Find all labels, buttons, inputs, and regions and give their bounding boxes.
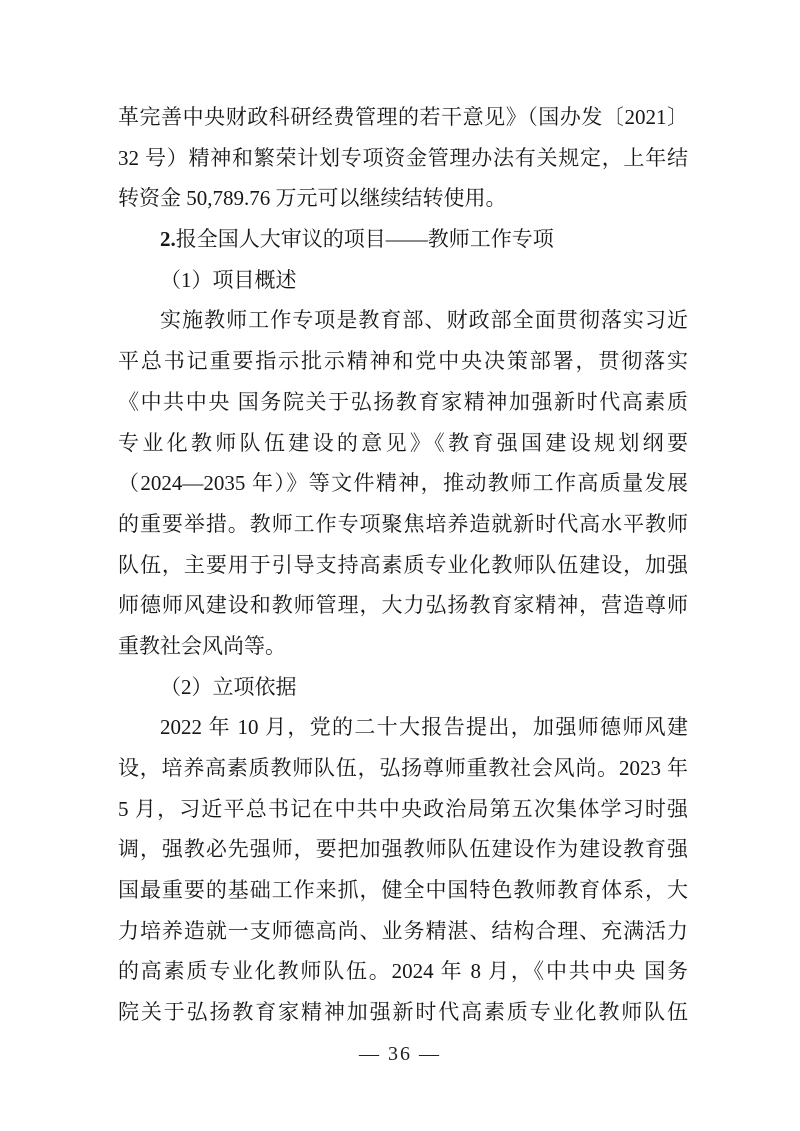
section-number: 2. bbox=[160, 227, 176, 252]
text-line: 队伍，主要用于引导支持高素质专业化教师队伍建设，加强 bbox=[118, 552, 688, 577]
text-line: （2024—2035 年）》等文件精神，推动教师工作高质量发展 bbox=[118, 471, 688, 496]
text-line: 实施教师工作专项是教育部、财政部全面贯彻落实习近 bbox=[160, 308, 688, 333]
text-line: 设，培养高素质教师队伍，弘扬尊师重教社会风尚。2023 年 bbox=[118, 756, 688, 780]
text-line: 调，强教必先强师，要把加强教师队伍建设作为建设教育强 bbox=[118, 837, 688, 862]
text-line: 32 号）精神和繁荣计划专项资金管理办法有关规定，上年结 bbox=[118, 145, 688, 170]
text-line: 革完善中央财政科研经费管理的若干意见》（国办发〔2021〕 bbox=[118, 105, 688, 129]
text-line: 专业化教师队伍建设的意见》《教育强国建设规划纲要 bbox=[118, 430, 688, 455]
text-line: （1）项目概述 bbox=[160, 267, 297, 292]
text-line: 《中共中央 国务院关于弘扬教育家精神加强新时代高素质 bbox=[118, 389, 688, 414]
document-body bbox=[118, 97, 688, 1033]
text-line: 平总书记重要指示批示精神和党中央决策部署，贯彻落实 bbox=[118, 349, 688, 374]
text-line: 5 月，习近平总书记在中共中央政治局第五次集体学习时强 bbox=[118, 796, 688, 821]
text-line: 2022 年 10 月，党的二十大报告提出，加强师德师风建 bbox=[160, 715, 688, 740]
text-line: 国最重要的基础工作来抓，健全中国特色教师教育体系，大 bbox=[118, 878, 688, 903]
text-line: 师德师风建设和教师管理，大力弘扬教育家精神，营造尊师 bbox=[118, 593, 688, 618]
text-line: 院关于弘扬教育家精神加强新时代高素质专业化教师队伍 bbox=[118, 1000, 688, 1025]
section-title-text: 报全国人大审议的项目——教师工作专项 bbox=[175, 227, 554, 252]
text-line: 的高素质专业化教师队伍。2024 年 8 月，《中共中央 国务 bbox=[118, 959, 688, 984]
text-line: （2）立项依据 bbox=[160, 674, 297, 699]
page-footer bbox=[0, 1043, 800, 1066]
text-line: 转资金 50,789.76 万元可以继续结转使用。 bbox=[118, 186, 507, 211]
text-line: 重教社会风尚等。 bbox=[118, 633, 286, 658]
text-line: 的重要举措。教师工作专项聚焦培养造就新时代高水平教师 bbox=[118, 511, 688, 536]
text-line: 力培养造就一支师德高尚、业务精湛、结构合理、充满活力 bbox=[118, 918, 688, 943]
page-number: — 36 — bbox=[359, 1043, 441, 1065]
text-line bbox=[118, 219, 688, 260]
